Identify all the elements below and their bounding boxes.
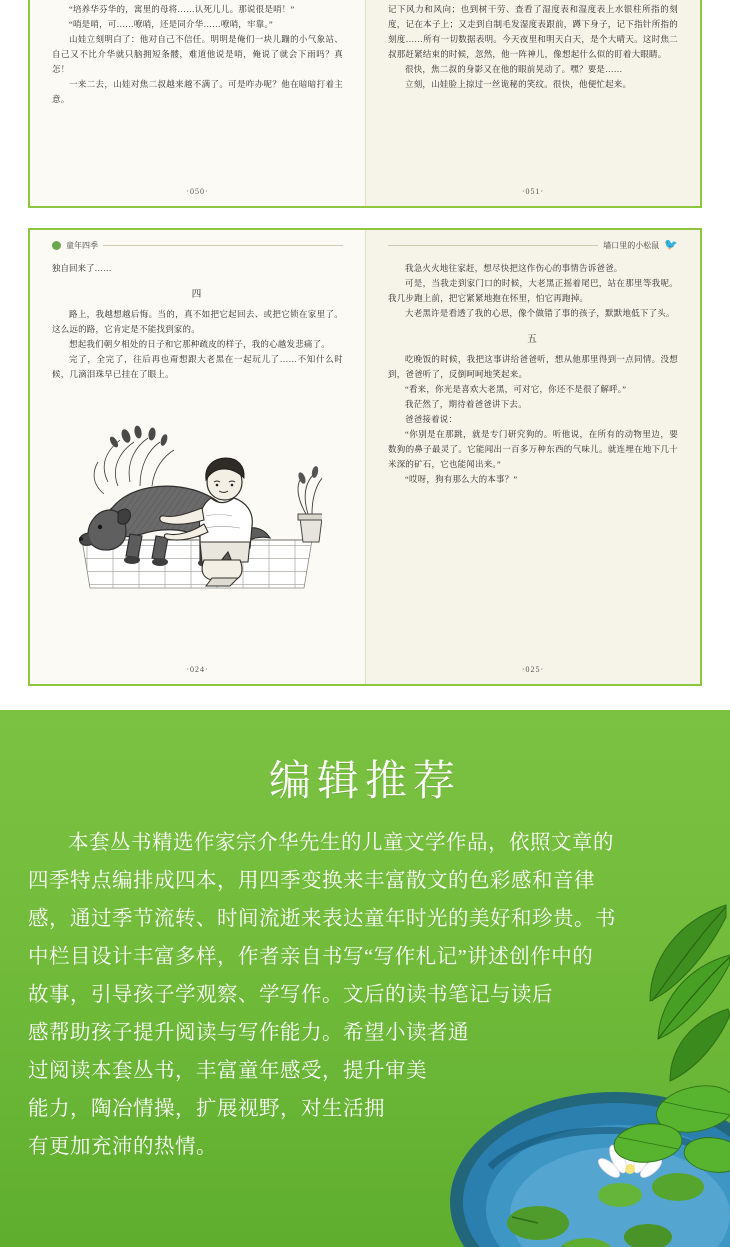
- paragraph: 大老黑许是看透了我的心思，像个做错了事的孩子，默默地低下了头。: [405, 308, 675, 318]
- divider: [103, 245, 343, 246]
- paragraph: 立刻，山娃脸上掠过一丝诡秘的笑纹。很快，他便忙起来。: [405, 79, 632, 89]
- paragraph: 路上，我越想越后悔。当的，真不如把它起回去、或把它锁在家里了。这么远的路，它肯定是不能找到家的。: [52, 309, 343, 334]
- promo-paragraph: 中栏目设计丰富多样，作者亲自书写“写作札记”讲述创作中的: [28, 946, 594, 968]
- promo-paragraph: 本套丛书精选作家宗介华先生的儿童文学作品，依照文章的: [68, 832, 614, 854]
- illustration-boy-and-dog: [74, 390, 322, 600]
- paragraph: 我茫然了，期待着爸爸讲下去。: [405, 399, 527, 409]
- paragraph: 可是，当我走到家门口的时候，大老黑正摇着尾巴，站在那里等我呢。我几步跑上前，把它紧紧地抱在怀里，怕它再跑掉。: [388, 278, 678, 303]
- paragraph: 爸爸接着说：: [405, 414, 458, 424]
- promo-paragraph: 故事，引导孩子学观察、学写作。文后的读书笔记与读后: [28, 984, 553, 1006]
- running-head-left: [52, 240, 343, 261]
- page-folio: ·024·: [186, 665, 209, 674]
- promo-paragraph: 有更加充沛的热情。: [28, 1136, 217, 1158]
- book-spread-bottom: [28, 228, 702, 686]
- paragraph: “看来，你光是喜欢大老黑，可对它，你还不是很了解呼。”: [405, 384, 627, 394]
- paragraph: “培养华芬华的，寓里的母将……认死儿儿。那说很是哨！”: [69, 4, 295, 14]
- page-folio: ·025·: [521, 665, 545, 674]
- page-text: [52, 2, 343, 107]
- running-head-title: 墙口里的小松鼠: [603, 241, 660, 250]
- paragraph: 完了，全完了，往后再也甭想跟大老黑在一起玩儿了……不知什么时候，几滴泪珠早已挂在了眼上。: [52, 354, 343, 379]
- page-text: [388, 2, 678, 92]
- paragraph: 我急火火地往家赶，想尽快把这作伤心的事情告诉爸爸。: [405, 263, 623, 273]
- spread-bottom-right-page: [365, 230, 700, 684]
- section-heading: 四: [191, 290, 204, 300]
- spread-top-left-page: [30, 0, 365, 206]
- page-folio: ·050·: [186, 187, 209, 196]
- running-head-title: 童年四季: [66, 241, 98, 250]
- paragraph: 一来二去，山娃对焦二叔越来越不满了。可是咋办呢？他在暗暗打着主意。: [52, 79, 343, 104]
- page-text-continued: [388, 352, 678, 487]
- paragraph: “你别是在那跳，就是专门研究狗的。听他说，在所有的动物里边，要数狗的鼻子最灵了。它能闻出一百多万种东西的气味儿。就连埋在地下几十米深的矿石，它也能闻出来。”: [388, 429, 678, 469]
- paragraph: 想起我们朝夕相处的日子和它那种疏皮的样子，我的心越发悲痛了。: [69, 339, 331, 349]
- promo-paragraph: 过阅读本套丛书，丰富童年感受，提升审美: [28, 1060, 427, 1082]
- promo-title: 编辑推荐: [268, 756, 461, 805]
- flower-icon: [52, 241, 61, 250]
- page-text: [388, 261, 678, 321]
- book-spread-top: [28, 0, 702, 208]
- lead-line: 独自回来了……: [52, 263, 112, 273]
- paragraph: 山娃立刻明白了：他对自己不信任。明明是俺们一块儿蹦的小气象站、自己又不比介华就只脑拥短条髅，难道他说是哨，俺说了就会下雨吗？真怎！: [52, 34, 343, 74]
- divider: [388, 245, 598, 246]
- promo-paragraph: 感帮助孩子提升阅读与写作能力。希望小读者通: [28, 1022, 469, 1044]
- paragraph: 记下风力和风向；也到树干劳、查看了湿度表和湿度表上水银柱所指的刻度，记在本子上；又走到自制毛发湿度表跟前，蹲下身子，记下指针所指的刻度……所有一切数据表明。今天夜里和明天白天，是个大晴天。这时焦二叔那赶紧结束的时候，忽然，他一阵神儿，像想起什么似的盯着大眼睛。: [388, 4, 678, 59]
- promo-paragraph: 能力，陶冶情操，扩展视野，对生活拥: [28, 1098, 385, 1120]
- running-head-right: [388, 240, 678, 261]
- paragraph: 吃晚饭的时候，我把这事讲给爸爸听，想从他那里得到一点同情。没想到，爸爸听了，反倒呵呵地笑起来。: [388, 354, 678, 379]
- spread-bottom-left-page: [30, 230, 365, 684]
- paragraph: “哨是哨，可……嘹哨，还是同介华……嘹哨，牢靠。”: [69, 19, 273, 29]
- section-heading: 五: [527, 335, 539, 345]
- promo-paragraph: 感，通过季节流转、时间流逝来表达童年时光的美好和珍贵。书: [28, 908, 616, 930]
- paragraph: “哎呀，狗有那么大的本事？”: [405, 474, 518, 484]
- bird-icon: 🐦: [664, 239, 678, 251]
- editor-recommendation-panel: [0, 710, 730, 1247]
- page-folio: ·051·: [521, 187, 545, 196]
- spread-top-right-page: [365, 0, 700, 206]
- paragraph: 很快，焦二叔的身影又在他的眼前晃动了。嘿？要是……: [405, 64, 623, 74]
- promo-body: [0, 808, 730, 1166]
- page-text: [52, 307, 343, 382]
- promo-paragraph: 四季特点编排成四本，用四季变换来丰富散文的色彩感和音律: [28, 870, 595, 892]
